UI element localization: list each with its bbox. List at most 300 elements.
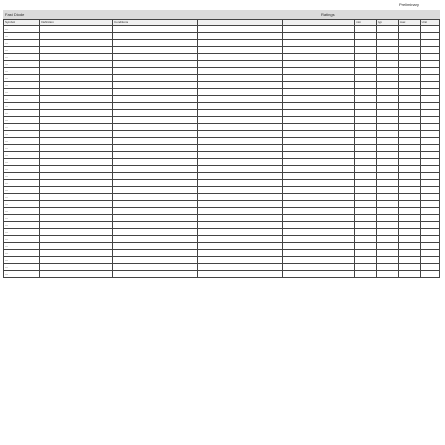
cell-max [398, 236, 420, 243]
cell-unit [420, 75, 439, 82]
cell-max [398, 264, 420, 271]
cell-min [355, 89, 377, 96]
cell-sym: — [4, 173, 40, 180]
cell-min [355, 243, 377, 250]
cell-cond [112, 75, 197, 82]
table-row [4, 68, 440, 75]
cell-unit [420, 166, 439, 173]
cell-typ [376, 110, 398, 117]
cell-cond2 [197, 215, 282, 222]
cell-min [355, 257, 377, 264]
cell-def [40, 180, 113, 187]
cell-def [40, 54, 113, 61]
cell-cond [112, 96, 197, 103]
table-row [4, 222, 440, 229]
cell-def [40, 110, 113, 117]
cell-sym: — [4, 138, 40, 145]
cell-v1 [282, 250, 355, 257]
cell-cond2 [197, 96, 282, 103]
cell-unit [420, 180, 439, 187]
table-row [4, 173, 440, 180]
cell-max [398, 75, 420, 82]
cell-min [355, 117, 377, 124]
cell-max [398, 173, 420, 180]
cell-cond2 [197, 110, 282, 117]
col-definition: Definition [40, 20, 113, 26]
table-row [4, 264, 440, 271]
cell-def [40, 145, 113, 152]
cell-sym: — [4, 61, 40, 68]
cell-v1 [282, 47, 355, 54]
cell-max [398, 96, 420, 103]
status-tag: Preliminary [398, 2, 419, 7]
cell-unit [420, 187, 439, 194]
col-conditions: Conditions [112, 20, 197, 26]
cell-max [398, 138, 420, 145]
cell-cond2 [197, 152, 282, 159]
cell-sym: — [4, 75, 40, 82]
cell-cond [112, 110, 197, 117]
cell-unit [420, 243, 439, 250]
cell-sym: — [4, 103, 40, 110]
cell-min [355, 75, 377, 82]
cell-typ [376, 187, 398, 194]
cell-cond [112, 222, 197, 229]
cell-v1 [282, 61, 355, 68]
cell-typ [376, 47, 398, 54]
cell-max [398, 103, 420, 110]
cell-def [40, 173, 113, 180]
cell-unit [420, 264, 439, 271]
cell-max [398, 33, 420, 40]
cell-sym: — [4, 110, 40, 117]
cell-sym: — [4, 166, 40, 173]
cell-typ [376, 103, 398, 110]
cell-v1 [282, 33, 355, 40]
cell-min [355, 229, 377, 236]
cell-unit [420, 131, 439, 138]
cell-cond2 [197, 236, 282, 243]
cell-typ [376, 257, 398, 264]
cell-typ [376, 264, 398, 271]
cell-def [40, 152, 113, 159]
cell-unit [420, 117, 439, 124]
cell-min [355, 264, 377, 271]
cell-v1 [282, 103, 355, 110]
cell-max [398, 26, 420, 33]
cell-v1 [282, 54, 355, 61]
cell-cond2 [197, 264, 282, 271]
cell-v1 [282, 82, 355, 89]
cell-cond [112, 159, 197, 166]
cell-sym: — [4, 250, 40, 257]
cell-cond [112, 82, 197, 89]
cell-cond2 [197, 124, 282, 131]
cell-max [398, 47, 420, 54]
cell-unit [420, 201, 439, 208]
cell-cond2 [197, 166, 282, 173]
cell-typ [376, 68, 398, 75]
cell-unit [420, 47, 439, 54]
cell-cond [112, 201, 197, 208]
cell-v1 [282, 215, 355, 222]
cell-cond [112, 250, 197, 257]
cell-typ [376, 131, 398, 138]
cell-unit [420, 250, 439, 257]
cell-min [355, 40, 377, 47]
cell-max [398, 54, 420, 61]
cell-min [355, 47, 377, 54]
cell-max [398, 124, 420, 131]
cell-typ [376, 194, 398, 201]
col-min: min [355, 20, 377, 26]
ratings-table [3, 19, 440, 278]
table-row [4, 166, 440, 173]
cell-sym: — [4, 208, 40, 215]
cell-min [355, 187, 377, 194]
cell-sym: — [4, 271, 40, 278]
table-row [4, 33, 440, 40]
table-row [4, 131, 440, 138]
cell-def [40, 194, 113, 201]
cell-unit [420, 271, 439, 278]
cell-cond [112, 236, 197, 243]
table-row [4, 124, 440, 131]
cell-cond2 [197, 194, 282, 201]
table-row [4, 201, 440, 208]
cell-sym: — [4, 201, 40, 208]
cell-cond [112, 229, 197, 236]
cell-cond [112, 26, 197, 33]
table-row [4, 159, 440, 166]
cell-unit [420, 152, 439, 159]
cell-cond2 [197, 180, 282, 187]
cell-typ [376, 222, 398, 229]
cell-def [40, 271, 113, 278]
cell-v1 [282, 26, 355, 33]
cell-cond2 [197, 187, 282, 194]
cell-v1 [282, 145, 355, 152]
cell-def [40, 138, 113, 145]
cell-cond2 [197, 117, 282, 124]
cell-v1 [282, 201, 355, 208]
cell-cond [112, 138, 197, 145]
cell-max [398, 82, 420, 89]
cell-unit [420, 82, 439, 89]
cell-cond [112, 33, 197, 40]
cell-max [398, 229, 420, 236]
cell-cond [112, 103, 197, 110]
cell-unit [420, 96, 439, 103]
table-body [4, 26, 440, 278]
cell-sym: — [4, 131, 40, 138]
cell-min [355, 96, 377, 103]
cell-cond2 [197, 89, 282, 96]
cell-cond2 [197, 208, 282, 215]
title-band [3, 10, 440, 19]
cell-cond2 [197, 145, 282, 152]
cell-min [355, 68, 377, 75]
cell-def [40, 47, 113, 54]
cell-def [40, 75, 113, 82]
cell-unit [420, 110, 439, 117]
cell-cond [112, 257, 197, 264]
cell-cond2 [197, 257, 282, 264]
cell-def [40, 222, 113, 229]
cell-sym: — [4, 229, 40, 236]
cell-v1 [282, 110, 355, 117]
table-row [4, 215, 440, 222]
table-row [4, 103, 440, 110]
table-row [4, 54, 440, 61]
cell-cond [112, 187, 197, 194]
cell-def [40, 117, 113, 124]
cell-sym: — [4, 180, 40, 187]
cell-min [355, 159, 377, 166]
table-row [4, 257, 440, 264]
cell-max [398, 117, 420, 124]
cell-min [355, 145, 377, 152]
cell-cond2 [197, 33, 282, 40]
cell-def [40, 236, 113, 243]
cell-def [40, 82, 113, 89]
cell-def [40, 68, 113, 75]
cell-max [398, 180, 420, 187]
cell-cond2 [197, 82, 282, 89]
cell-sym: — [4, 222, 40, 229]
cell-unit [420, 54, 439, 61]
cell-unit [420, 173, 439, 180]
cell-def [40, 257, 113, 264]
cell-typ [376, 208, 398, 215]
cell-unit [420, 33, 439, 40]
cell-cond [112, 61, 197, 68]
cell-typ [376, 152, 398, 159]
cell-typ [376, 96, 398, 103]
cell-v1 [282, 75, 355, 82]
cell-unit [420, 194, 439, 201]
cell-unit [420, 68, 439, 75]
cell-typ [376, 271, 398, 278]
cell-max [398, 159, 420, 166]
cell-v1 [282, 257, 355, 264]
cell-cond2 [197, 54, 282, 61]
table-title: Fast Diode [5, 12, 25, 17]
table-row [4, 250, 440, 257]
cell-min [355, 33, 377, 40]
cell-v1 [282, 152, 355, 159]
cell-min [355, 180, 377, 187]
cell-max [398, 187, 420, 194]
cell-min [355, 173, 377, 180]
cell-cond [112, 215, 197, 222]
cell-def [40, 250, 113, 257]
cell-unit [420, 124, 439, 131]
cell-min [355, 194, 377, 201]
cell-cond2 [197, 271, 282, 278]
cell-sym: — [4, 152, 40, 159]
cell-typ [376, 40, 398, 47]
cell-sym: — [4, 33, 40, 40]
cell-v1 [282, 131, 355, 138]
cell-max [398, 89, 420, 96]
cell-sym: — [4, 215, 40, 222]
table-row [4, 236, 440, 243]
cell-sym: — [4, 26, 40, 33]
cell-sym: — [4, 194, 40, 201]
cell-unit [420, 208, 439, 215]
cell-max [398, 215, 420, 222]
cell-v1 [282, 271, 355, 278]
cell-sym: — [4, 243, 40, 250]
cell-cond [112, 40, 197, 47]
cell-sym: — [4, 68, 40, 75]
cell-sym: — [4, 124, 40, 131]
cell-cond2 [197, 222, 282, 229]
cell-max [398, 194, 420, 201]
cell-cond [112, 89, 197, 96]
cell-typ [376, 243, 398, 250]
cell-typ [376, 54, 398, 61]
cell-v1 [282, 89, 355, 96]
cell-unit [420, 26, 439, 33]
table-row [4, 40, 440, 47]
cell-sym: — [4, 257, 40, 264]
cell-typ [376, 229, 398, 236]
cell-unit [420, 159, 439, 166]
cell-sym: — [4, 187, 40, 194]
table-row [4, 47, 440, 54]
cell-unit [420, 222, 439, 229]
cell-v1 [282, 194, 355, 201]
cell-max [398, 68, 420, 75]
cell-v1 [282, 138, 355, 145]
cell-cond [112, 194, 197, 201]
cell-def [40, 208, 113, 215]
cell-unit [420, 103, 439, 110]
cell-cond [112, 271, 197, 278]
table-row [4, 243, 440, 250]
table-row [4, 61, 440, 68]
cell-typ [376, 26, 398, 33]
table-row [4, 187, 440, 194]
table-row [4, 110, 440, 117]
cell-typ [376, 61, 398, 68]
cell-max [398, 271, 420, 278]
datasheet-table-container [3, 10, 440, 278]
cell-min [355, 124, 377, 131]
table-row [4, 89, 440, 96]
cell-min [355, 152, 377, 159]
cell-max [398, 145, 420, 152]
cell-max [398, 201, 420, 208]
cell-cond2 [197, 243, 282, 250]
cell-cond2 [197, 173, 282, 180]
col-typ: typ [376, 20, 398, 26]
cell-def [40, 229, 113, 236]
cell-typ [376, 250, 398, 257]
cell-v1 [282, 96, 355, 103]
cell-v1 [282, 187, 355, 194]
cell-unit [420, 236, 439, 243]
cell-cond [112, 166, 197, 173]
cell-v1 [282, 222, 355, 229]
cell-cond2 [197, 159, 282, 166]
cell-cond2 [197, 47, 282, 54]
cell-min [355, 138, 377, 145]
cell-max [398, 61, 420, 68]
cell-sym: — [4, 236, 40, 243]
cell-cond2 [197, 26, 282, 33]
cell-def [40, 187, 113, 194]
cell-v1 [282, 229, 355, 236]
cell-typ [376, 201, 398, 208]
cell-cond [112, 54, 197, 61]
cell-def [40, 159, 113, 166]
cell-v1 [282, 264, 355, 271]
cell-max [398, 243, 420, 250]
cell-sym: — [4, 264, 40, 271]
table-row [4, 152, 440, 159]
cell-min [355, 131, 377, 138]
cell-sym: — [4, 117, 40, 124]
cell-max [398, 131, 420, 138]
cell-max [398, 250, 420, 257]
cell-min [355, 215, 377, 222]
cell-def [40, 26, 113, 33]
table-row [4, 26, 440, 33]
cell-cond [112, 68, 197, 75]
cell-v1 [282, 236, 355, 243]
cell-cond2 [197, 201, 282, 208]
col-unit: Unit [420, 20, 439, 26]
cell-cond [112, 117, 197, 124]
cell-typ [376, 215, 398, 222]
cell-v1 [282, 117, 355, 124]
cell-min [355, 166, 377, 173]
cell-v1 [282, 159, 355, 166]
table-row [4, 229, 440, 236]
cell-cond2 [197, 75, 282, 82]
ratings-heading: Ratings [321, 12, 335, 17]
cell-unit [420, 40, 439, 47]
cell-cond2 [197, 250, 282, 257]
cell-cond2 [197, 68, 282, 75]
cell-def [40, 124, 113, 131]
cell-min [355, 208, 377, 215]
cell-unit [420, 215, 439, 222]
cell-max [398, 110, 420, 117]
table-row [4, 145, 440, 152]
cell-typ [376, 138, 398, 145]
cell-cond [112, 208, 197, 215]
cell-sym: — [4, 47, 40, 54]
cell-unit [420, 138, 439, 145]
cell-typ [376, 33, 398, 40]
cell-def [40, 215, 113, 222]
cell-def [40, 201, 113, 208]
cell-def [40, 61, 113, 68]
cell-max [398, 152, 420, 159]
cell-cond2 [197, 103, 282, 110]
table-row [4, 194, 440, 201]
table-row [4, 117, 440, 124]
cell-typ [376, 89, 398, 96]
cell-max [398, 257, 420, 264]
cell-typ [376, 166, 398, 173]
cell-typ [376, 82, 398, 89]
cell-v1 [282, 166, 355, 173]
